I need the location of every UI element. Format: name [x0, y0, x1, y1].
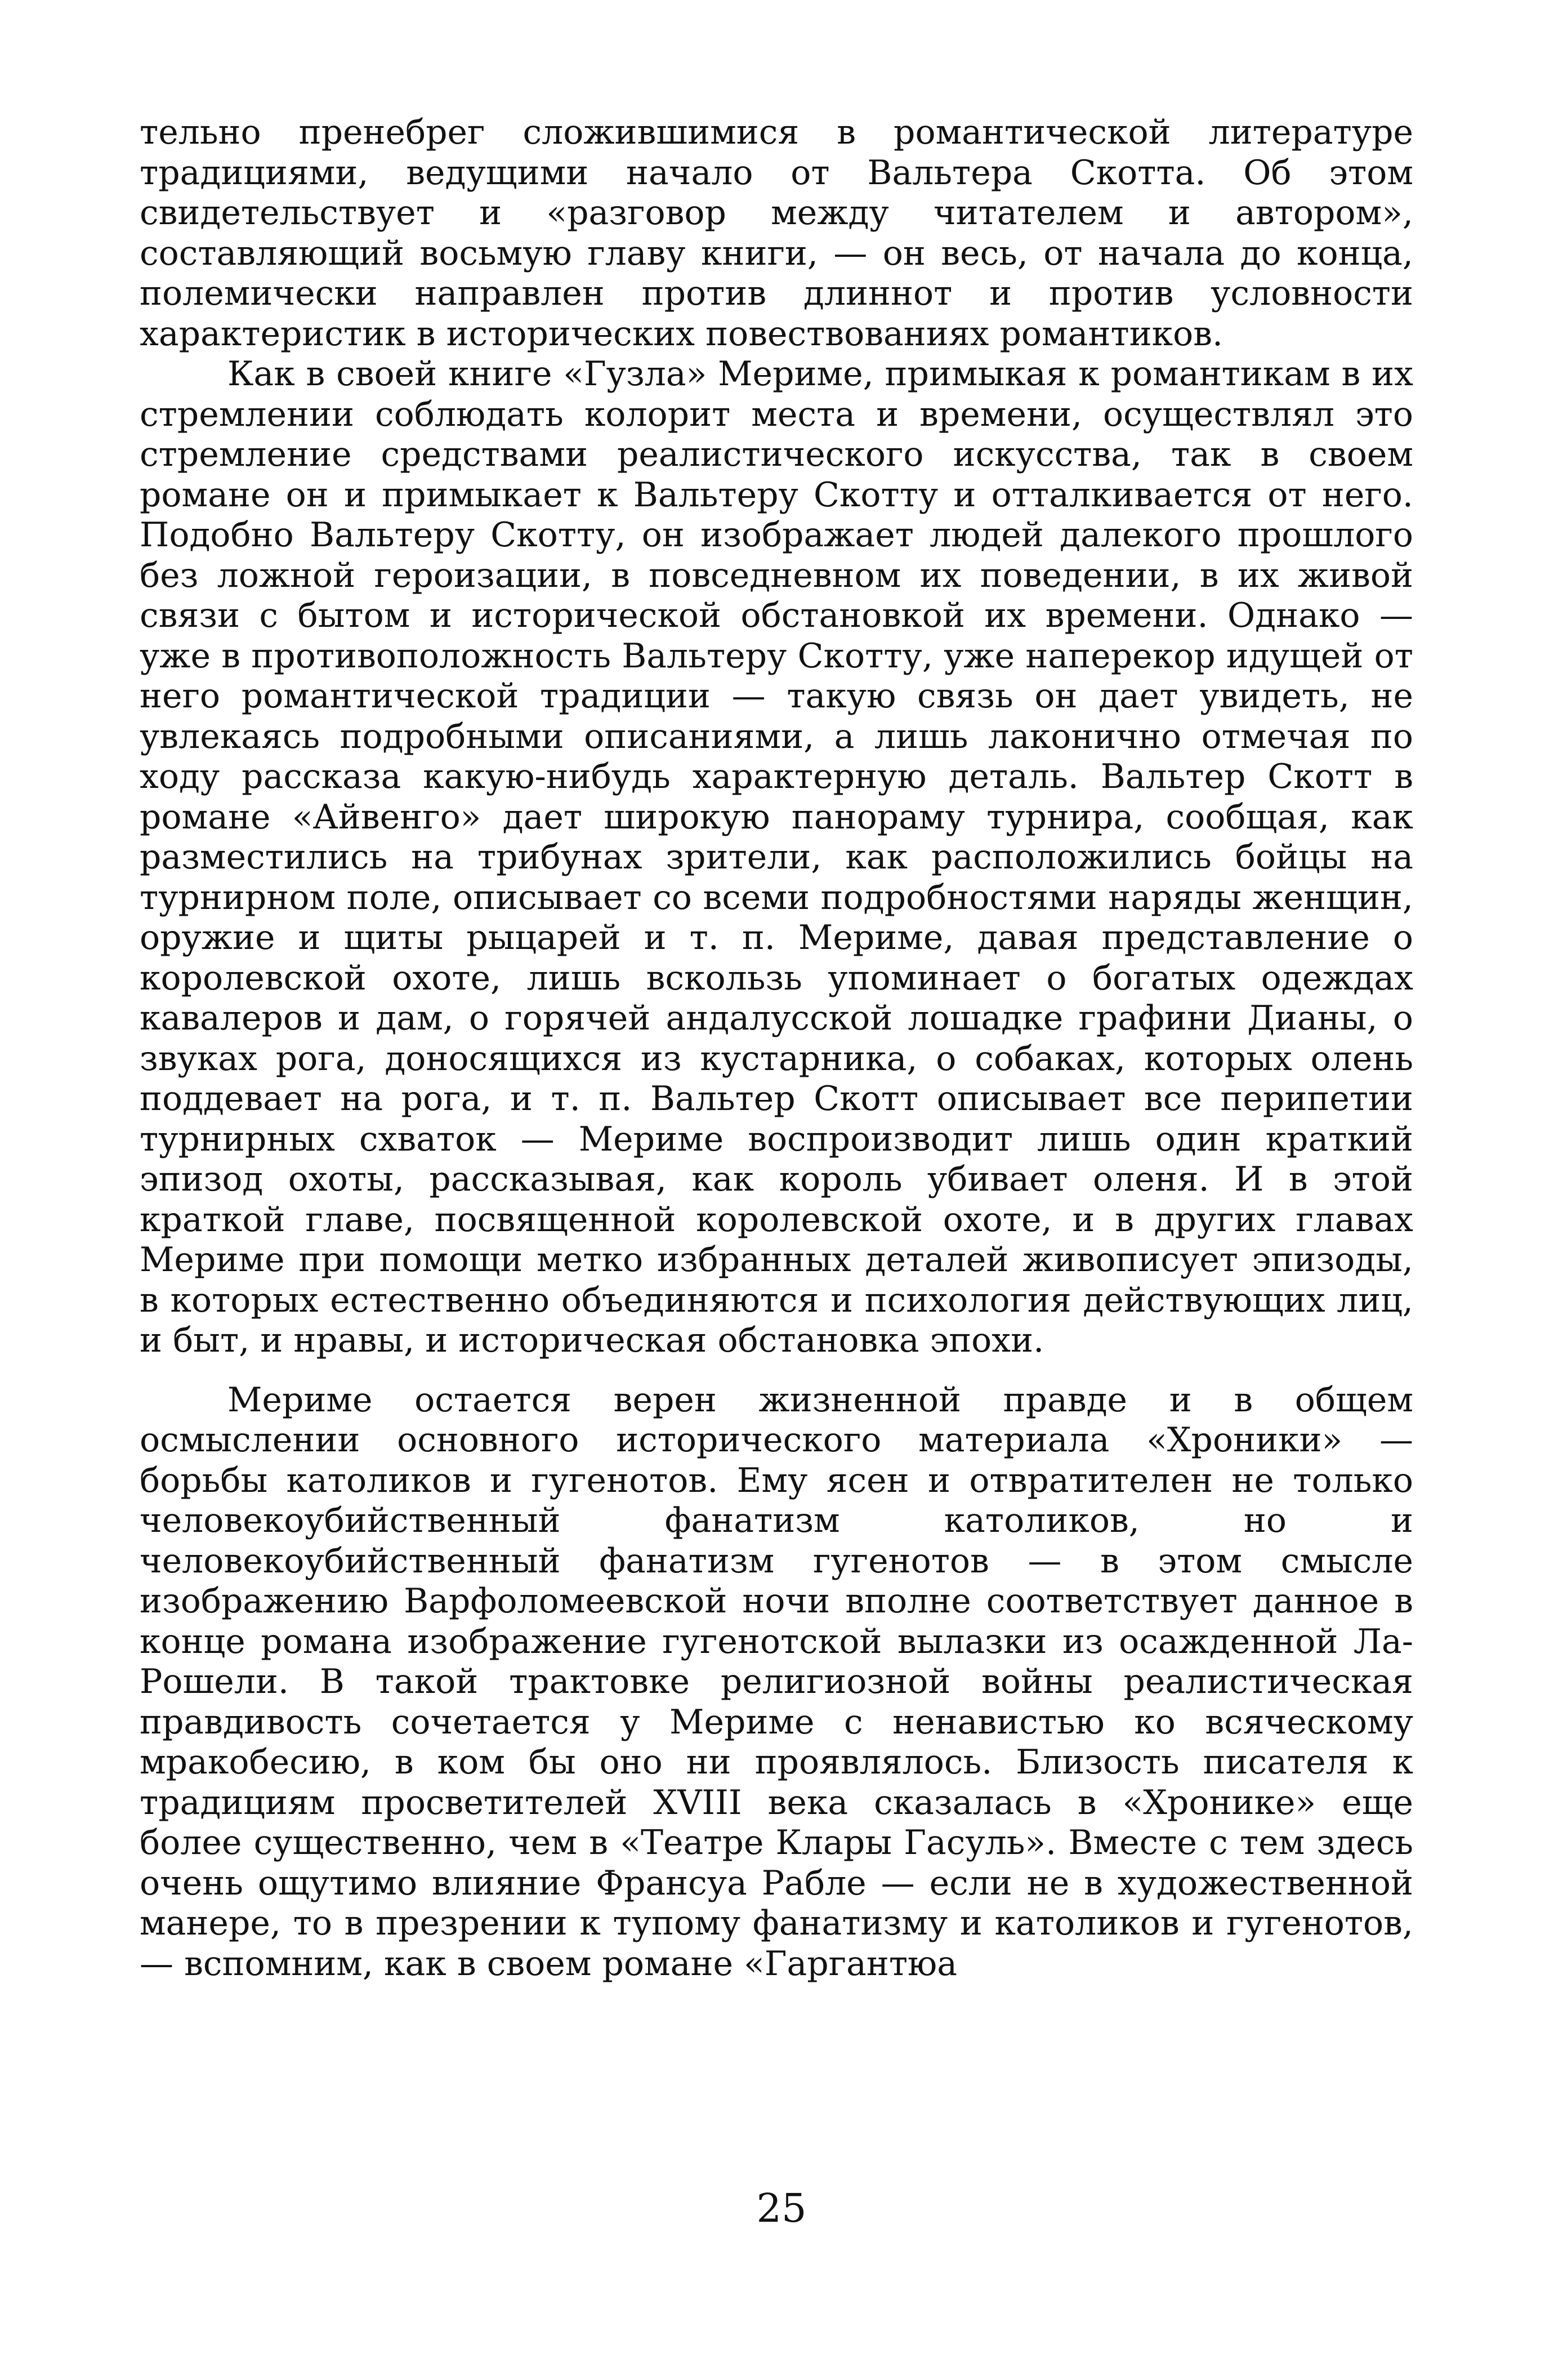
- paragraph-continuation: тельно пренебрег сложившимися в романтической литературе традициями, ведущими начало от Вальтера Скотта. Об этом свидетельствует и «разговор между читателем и автором», составляющий восьмую главу книги, — он весь, от начала до конца, полемически направлен против длиннот и против условности характеристик в исторических повествованиях романтиков.: [140, 113, 1413, 354]
- page-number: 25: [756, 2185, 807, 2231]
- body-text: [140, 113, 1413, 1984]
- paragraph-chronicle: Мериме остается верен жизненной правде и в общем осмыслении основного исторического материала «Хроники» — борьбы католиков и гугенотов. Ему ясен и отвратителен не только человекоубийственный фанатизм католиков, но и человекоубийственный фанатизм гугенотов — в этом смысле изображению Варфоломеевской ночи вполне соответствует данное в конце романа изображение гугенотской вылазки из осажденной Ла-Рошели. В такой трактовке религиозной войны реалистическая правдивость сочетается у Мериме с ненавистью ко всяческому мракобесию, в ком бы оно ни проявлялось. Близость писателя к традициям просветителей XVIII века сказалась в «Хронике» еще более существенно, чем в «Театре Клары Гасуль». Вместе с тем здесь очень ощутимо влияние Франсуа Рабле — если не в художественной манере, то в презрении к тупому фанатизму и католиков и гугенотов,— вспомним, как в своем романе «Гаргантюа: [140, 1380, 1413, 1984]
- paragraph-guzla: Как в своей книге «Гузла» Мериме, примыкая к романтикам в их стремлении соблюдать колорит места и времени, осуществлял это стремление средствами реалистического искусства, так в своем романе он и примыкает к Вальтеру Скотту и отталкивается от него. Подобно Вальтеру Скотту, он изображает людей далекого прошлого без ложной героизации, в повседневном их поведении, в их живой связи с бытом и исторической обстановкой их времени. Однако — уже в противоположность Вальтеру Скотту, уже наперекор идущей от него романтической традиции — такую связь он дает увидеть, не увлекаясь подробными описаниями, а лишь лаконично отмечая по ходу рассказа какую-нибудь характерную деталь. Вальтер Скотт в романе «Айвенго» дает широкую панораму турнира, сообщая, как разместились на трибунах зрители, как расположились бойцы на турнирном поле, описывает со всеми подробностями наряды женщин, оружие и щиты рыцарей и т. п. Мериме, давая представление о королевской охоте, лишь вскользь упоминает о богатых одеждах кавалеров и дам, о горячей андалусской лошадке графини Дианы, о звуках рога, доносящихся из кустарника, о собаках, которых олень поддевает на рога, и т. п. Вальтер Скотт описывает все перипетии турнирных схваток — Мериме воспроизводит лишь один краткий эпизод охоты, рассказывая, как король убивает оленя. И в этой краткой главе, посвященной королевской охоте, и в других главах Мериме при помощи метко избранных деталей живописует эпизоды, в которых естественно объединяются и психология действующих лиц, и быт, и нравы, и историческая обстановка эпохи.: [140, 354, 1413, 1360]
